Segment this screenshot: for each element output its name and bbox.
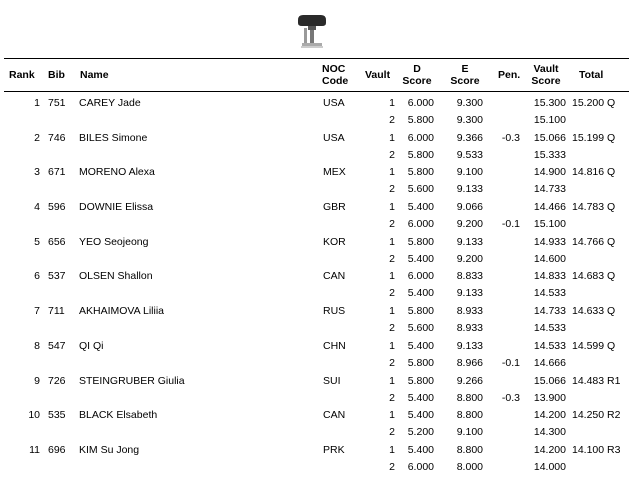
bib-cell: 535 <box>48 409 66 422</box>
d-score-cell: 6.000 <box>407 270 434 283</box>
header-name: Name <box>80 69 109 81</box>
rank-cell: 9 <box>34 374 40 387</box>
d-score-cell: 5.400 <box>407 443 434 456</box>
vault-score-cell: 14.533 <box>533 339 566 352</box>
vault-score-cell: 15.066 <box>533 131 566 144</box>
athlete-row <box>4 370 629 405</box>
total-cell: 14.816 Q <box>572 166 616 179</box>
d-score-cell: 5.200 <box>407 426 434 439</box>
noc-cell: CAN <box>323 270 346 283</box>
vault-number-cell: 2 <box>389 252 395 265</box>
rank-cell: 10 <box>28 409 40 422</box>
vault-number-cell: 1 <box>389 409 395 422</box>
d-score-cell: 5.600 <box>407 183 434 196</box>
vault-number-cell: 1 <box>389 166 395 179</box>
d-score-cell: 6.000 <box>407 218 434 231</box>
athlete-row <box>4 439 629 474</box>
vault-score-cell: 15.100 <box>533 218 566 231</box>
e-score-cell: 8.800 <box>456 443 483 456</box>
bib-cell: 746 <box>48 131 66 144</box>
d-score-cell: 6.000 <box>407 460 434 473</box>
vault-score-cell: 13.900 <box>533 391 566 404</box>
vault-score-cell: 15.333 <box>533 148 566 161</box>
table-body <box>4 92 629 474</box>
results-table <box>4 58 629 474</box>
vault-number-cell: 2 <box>389 218 395 231</box>
vault-number-cell: 2 <box>389 391 395 404</box>
vault-line <box>4 407 629 424</box>
e-score-cell: 9.200 <box>456 218 483 231</box>
total-cell: 14.633 Q <box>572 305 616 318</box>
total-cell: 15.199 Q <box>572 131 616 144</box>
d-score-cell: 6.000 <box>407 131 434 144</box>
vault-line <box>4 303 629 320</box>
penalty-cell: -0.1 <box>501 218 520 231</box>
vault-number-cell: 2 <box>389 287 395 300</box>
vault-number-cell: 2 <box>389 322 395 335</box>
d-score-cell: 5.400 <box>407 201 434 214</box>
e-score-cell: 9.200 <box>456 252 483 265</box>
vault-number-cell: 1 <box>389 131 395 144</box>
e-score-cell: 8.800 <box>456 391 483 404</box>
name-cell: MORENO Alexa <box>79 166 155 179</box>
name-cell: YEO Seojeong <box>79 235 149 248</box>
noc-cell: SUI <box>323 374 341 387</box>
e-score-cell: 9.366 <box>456 131 483 144</box>
vault-score-cell: 14.600 <box>533 252 566 265</box>
penalty-cell: -0.3 <box>501 131 520 144</box>
athlete-row <box>4 300 629 335</box>
rank-cell: 5 <box>34 235 40 248</box>
noc-cell: GBR <box>323 201 346 214</box>
e-score-cell: 8.833 <box>456 270 483 283</box>
bib-cell: 696 <box>48 443 66 456</box>
rank-cell: 6 <box>34 270 40 283</box>
d-score-cell: 5.400 <box>407 409 434 422</box>
e-score-cell: 9.266 <box>456 374 483 387</box>
vault-number-cell: 2 <box>389 426 395 439</box>
vault-number-cell: 2 <box>389 183 395 196</box>
e-score-cell: 8.966 <box>456 356 483 369</box>
e-score-cell: 9.300 <box>456 97 483 109</box>
vault-number-cell: 1 <box>389 443 395 456</box>
bib-cell: 537 <box>48 270 66 283</box>
d-score-cell: 5.400 <box>407 287 434 300</box>
vault-number-cell: 1 <box>389 339 395 352</box>
athlete-row <box>4 196 629 231</box>
bib-cell: 726 <box>48 374 66 387</box>
rank-cell: 2 <box>34 131 40 144</box>
vault-number-cell: 1 <box>389 97 395 109</box>
vault-line <box>4 164 629 181</box>
rank-cell: 1 <box>34 97 40 109</box>
athlete-row <box>4 335 629 370</box>
vault-line <box>4 234 629 251</box>
total-cell: 14.599 Q <box>572 339 616 352</box>
e-score-cell: 9.100 <box>456 166 483 179</box>
noc-cell: RUS <box>323 305 346 318</box>
total-cell: 14.483 R1 <box>572 374 621 387</box>
noc-cell: PRK <box>323 443 345 456</box>
vault-line <box>4 373 629 390</box>
total-cell: 15.200 Q <box>572 97 616 109</box>
bib-cell: 596 <box>48 201 66 214</box>
bib-cell: 711 <box>48 305 65 318</box>
penalty-cell: -0.3 <box>501 391 520 404</box>
penalty-cell: -0.1 <box>501 356 520 369</box>
vault-score-cell: 14.466 <box>533 201 566 214</box>
noc-cell: CHN <box>323 339 346 352</box>
vault-number-cell: 2 <box>389 356 395 369</box>
d-score-cell: 5.400 <box>407 391 434 404</box>
vault-number-cell: 1 <box>389 270 395 283</box>
header-total: Total <box>579 69 604 81</box>
vault-score-cell: 14.200 <box>533 409 566 422</box>
e-score-cell: 9.133 <box>456 235 483 248</box>
vault-line <box>4 130 629 147</box>
vault-score-cell: 15.100 <box>533 114 566 126</box>
vault-line <box>4 442 629 459</box>
d-score-cell: 5.800 <box>407 148 434 161</box>
athlete-row <box>4 265 629 300</box>
noc-cell: MEX <box>323 166 346 179</box>
vault-score-cell: 14.733 <box>533 183 566 196</box>
header-bib: Bib <box>48 69 65 81</box>
vault-apparatus-icon <box>295 13 329 49</box>
e-score-cell: 8.933 <box>456 305 483 318</box>
rank-cell: 8 <box>34 339 40 352</box>
rank-cell: 11 <box>29 443 40 456</box>
athlete-row <box>4 92 629 127</box>
bib-cell: 671 <box>48 166 66 179</box>
e-score-cell: 8.000 <box>456 460 483 473</box>
vault-line <box>4 268 629 285</box>
total-cell: 14.250 R2 <box>572 409 621 422</box>
name-cell: DOWNIE Elissa <box>79 201 154 214</box>
total-cell: 14.100 R3 <box>572 443 621 456</box>
name-cell: OLSEN Shallon <box>79 270 153 283</box>
total-cell: 14.683 Q <box>572 270 616 283</box>
e-score-cell: 9.300 <box>456 114 483 126</box>
rank-cell: 3 <box>34 166 40 179</box>
d-score-cell: 5.800 <box>407 305 434 318</box>
e-score-cell: 9.133 <box>456 339 483 352</box>
d-score-cell: 5.800 <box>407 114 434 126</box>
e-score-cell: 9.100 <box>456 426 483 439</box>
name-cell: STEINGRUBER Giulia <box>79 374 185 387</box>
e-score-cell: 8.933 <box>456 322 483 335</box>
bib-cell: 547 <box>48 339 66 352</box>
vault-score-cell: 14.200 <box>533 443 566 456</box>
vault-number-cell: 2 <box>389 460 395 473</box>
vault-number-cell: 1 <box>389 305 395 318</box>
rank-cell: 4 <box>34 201 40 214</box>
vault-score-cell: 15.300 <box>533 97 566 109</box>
name-cell: BILES Simone <box>79 131 148 144</box>
header-penalty: Pen. <box>498 69 521 81</box>
vault-score-cell: 14.733 <box>533 305 566 318</box>
vault-score-cell: 14.533 <box>533 287 566 300</box>
e-score-cell: 9.533 <box>456 148 483 161</box>
d-score-cell: 6.000 <box>407 97 434 109</box>
header-rank: Rank <box>9 69 35 81</box>
athlete-row <box>4 231 629 266</box>
vault-score-cell: 14.533 <box>533 322 566 335</box>
vault-score-cell: 14.300 <box>533 426 566 439</box>
vault-line <box>4 459 629 476</box>
vault-number-cell: 2 <box>389 114 395 126</box>
bib-cell: 656 <box>48 235 66 248</box>
noc-cell: USA <box>323 97 345 109</box>
d-score-cell: 5.400 <box>407 339 434 352</box>
athlete-row <box>4 404 629 439</box>
name-cell: QI Qi <box>79 339 104 352</box>
noc-cell: USA <box>323 131 345 144</box>
vault-number-cell: 2 <box>389 148 395 161</box>
d-score-cell: 5.600 <box>407 322 434 335</box>
noc-cell: KOR <box>323 235 346 248</box>
name-cell: KIM Su Jong <box>79 443 140 456</box>
athlete-row <box>4 127 629 162</box>
e-score-cell: 9.133 <box>456 183 483 196</box>
d-score-cell: 5.800 <box>407 356 434 369</box>
vault-score-cell: 15.066 <box>533 374 566 387</box>
header-e-score: E Score <box>450 63 480 87</box>
name-cell: BLACK Elsabeth <box>79 409 158 422</box>
e-score-cell: 9.133 <box>456 287 483 300</box>
bib-cell: 751 <box>48 97 66 109</box>
vault-number-cell: 1 <box>389 374 395 387</box>
d-score-cell: 5.800 <box>407 235 434 248</box>
vault-line <box>4 338 629 355</box>
table-header <box>4 58 629 92</box>
athlete-row <box>4 161 629 196</box>
vault-score-cell: 14.666 <box>533 356 566 369</box>
vault-score-cell: 14.900 <box>533 166 566 179</box>
vault-number-cell: 1 <box>389 201 395 214</box>
name-cell: AKHAIMOVA Liliia <box>79 305 164 318</box>
e-score-cell: 8.800 <box>456 409 483 422</box>
d-score-cell: 5.800 <box>407 166 434 179</box>
d-score-cell: 5.400 <box>407 252 434 265</box>
vault-line <box>4 95 629 112</box>
header-noc: NOC Code <box>322 63 349 87</box>
header-vault: Vault <box>365 69 391 81</box>
total-cell: 14.766 Q <box>572 235 616 248</box>
total-cell: 14.783 Q <box>572 201 616 214</box>
vault-score-cell: 14.833 <box>533 270 566 283</box>
name-cell: CAREY Jade <box>79 97 141 109</box>
e-score-cell: 9.066 <box>456 201 483 214</box>
vault-score-cell: 14.000 <box>533 460 566 473</box>
header-vault-score: Vault Score <box>531 63 561 87</box>
vault-number-cell: 1 <box>389 235 395 248</box>
rank-cell: 7 <box>34 305 40 318</box>
noc-cell: CAN <box>323 409 346 422</box>
d-score-cell: 5.800 <box>407 374 434 387</box>
vault-score-cell: 14.933 <box>533 235 566 248</box>
vault-line <box>4 199 629 216</box>
header-d-score: D Score <box>402 63 432 87</box>
